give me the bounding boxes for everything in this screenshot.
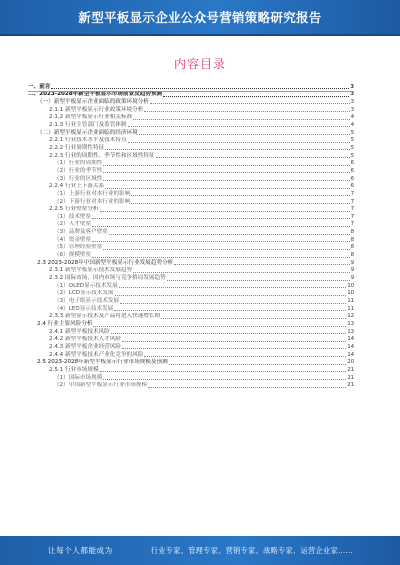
toc-entry-page: 3 xyxy=(350,91,354,98)
toc-entry-page: 5 xyxy=(350,144,354,151)
toc-entry-title: 二、2023-2028年新型平板显示市场前景及趋势预测 xyxy=(28,91,163,98)
toc-entry-title: （6）规模壁垒 xyxy=(54,252,92,259)
toc-entry-page: 5 xyxy=(350,137,354,144)
toc-entry[interactable] xyxy=(28,328,354,336)
toc-entry-page: 8 xyxy=(350,244,354,251)
toc-entry-page: 7 xyxy=(350,221,354,228)
toc-entry-title: （5）管理经验壁垒 xyxy=(54,244,103,251)
toc-entry-title: 2.1.1 新型平板显示行业政策环境分析 xyxy=(49,106,144,113)
toc-entry-page: 9 xyxy=(350,259,354,266)
toc-entry[interactable] xyxy=(28,121,354,129)
toc-entry[interactable] xyxy=(28,343,354,351)
toc-entry-title: 2.2.4 行业上下游关系 xyxy=(49,183,105,190)
toc-entry-title: 2.2.3 行业的周期性、季节性和区域性特征 xyxy=(49,152,155,159)
toc-leader-dots xyxy=(103,165,349,166)
toc-leader-dots xyxy=(144,356,346,357)
toc-leader-dots xyxy=(93,326,346,327)
toc-entry-page: 7 xyxy=(350,206,354,213)
toc-entry[interactable] xyxy=(28,137,354,145)
toc-entry-page: 14 xyxy=(347,343,354,350)
toc-entry-title: （1）技术壁垒 xyxy=(54,213,92,220)
toc-entry-title: 2.3.2 国际市场、国内市场与竞争格局发展趋势 xyxy=(49,275,166,282)
toc-entry[interactable] xyxy=(28,336,354,344)
toc-entry[interactable] xyxy=(28,290,354,298)
toc-entry-title: 2.3 2023-2028年中国新型平板显示行业发展趋势分析 xyxy=(37,259,174,266)
toc-entry-title: （1）行业的周期性 xyxy=(54,160,103,167)
toc-leader-dots xyxy=(103,180,349,181)
toc-entry-title: 2.1.3 行业主管部门及监管体制 xyxy=(49,121,127,128)
toc-entry-title: 一、前言 xyxy=(28,83,51,90)
toc-entry[interactable] xyxy=(28,251,354,259)
toc-entry-title: （4）资金壁垒 xyxy=(54,236,92,243)
toc-entry[interactable] xyxy=(28,114,354,122)
toc-entry[interactable] xyxy=(28,359,354,367)
toc-entry-title: 2.5 2023-2028年新型平板显示行业市场规模及预测 xyxy=(37,359,168,366)
report-footer xyxy=(0,536,400,565)
toc-leader-dots xyxy=(105,188,350,189)
toc-entry[interactable] xyxy=(28,374,354,382)
toc-entry-title: （3）品牌及客户壁垒 xyxy=(54,229,108,236)
toc-entry[interactable] xyxy=(28,382,354,390)
toc-entry-page: 9 xyxy=(350,267,354,274)
toc-entry[interactable] xyxy=(28,144,354,152)
toc-entry[interactable] xyxy=(28,313,354,321)
toc-entry-title: （2）LCD显示技术发展 xyxy=(54,290,114,297)
toc-entry-page: 5 xyxy=(350,129,354,136)
toc-entry[interactable] xyxy=(28,320,354,328)
toc-entry-page: 8 xyxy=(350,236,354,243)
toc-entry-title: 2.2.2 行业周期性特征 xyxy=(49,144,105,151)
toc-entry-page: 12 xyxy=(347,313,354,320)
toc-entry-title: 2.1.2 新型平板显示行业相关标准 xyxy=(49,114,133,121)
toc-entry-page: 14 xyxy=(347,351,354,358)
toc-entry-title: （3）行业的区域性 xyxy=(54,175,103,182)
toc-leader-dots xyxy=(169,364,347,365)
toc-leader-dots xyxy=(100,211,350,212)
toc-entry-title: 2.4.4 新型平板技术产业化竞争的风险 xyxy=(49,351,144,358)
toc-entry-page: 9 xyxy=(350,275,354,282)
toc-heading: 内容目录 xyxy=(173,57,226,71)
toc-leader-dots xyxy=(139,134,350,135)
toc-entry[interactable] xyxy=(28,190,354,198)
toc-entry-page: 7 xyxy=(350,213,354,220)
toc-entry[interactable] xyxy=(28,228,354,236)
toc-entry-title: 2.4.1 新型平板技术风险 xyxy=(49,328,110,335)
toc-entry-title: （一）新型平板显示企业面临的政策环境分析 xyxy=(37,98,149,105)
toc-entry[interactable] xyxy=(28,183,354,191)
toc-entry-title: 2.5.1 行业市场规模 xyxy=(49,366,99,373)
toc-leader-dots xyxy=(156,157,350,158)
footer-slogan: 让每个人都能成为 xyxy=(48,546,113,555)
toc-entry-title: （1）国际市场规模 xyxy=(54,374,103,381)
toc-leader-dots xyxy=(111,333,347,334)
toc-entry-page: 6 xyxy=(350,175,354,182)
toc-entry[interactable] xyxy=(28,198,354,206)
toc-entry-title: （2）人才壁垒 xyxy=(54,221,92,228)
toc-entry-page: 7 xyxy=(350,198,354,205)
toc-leader-dots xyxy=(114,310,346,311)
toc-entry-page: 4 xyxy=(350,114,354,121)
toc-entry-page: 6 xyxy=(350,167,354,174)
toc-leader-dots xyxy=(51,88,349,89)
toc-entry-page: 10 xyxy=(347,290,354,297)
toc-entry-page: 13 xyxy=(347,321,354,327)
toc-leader-dots xyxy=(131,195,349,196)
toc-entry-page: 4 xyxy=(350,121,354,128)
toc-entry[interactable] xyxy=(28,206,354,214)
toc-entry[interactable] xyxy=(28,91,354,99)
toc-entry-page: 3 xyxy=(350,98,354,105)
toc-entry-page: 21 xyxy=(347,374,354,381)
toc-leader-dots xyxy=(150,103,350,104)
toc-entry[interactable] xyxy=(28,175,354,183)
toc-leader-dots xyxy=(119,287,347,288)
toc-entry-title: 2.3.3 新型显示技术及产品将进入快速增长期 xyxy=(49,313,161,320)
toc-leader-dots xyxy=(133,119,350,120)
toc-entry[interactable] xyxy=(28,274,354,282)
toc-entry[interactable] xyxy=(28,259,354,267)
toc-leader-dots xyxy=(92,257,350,258)
toc-leader-dots xyxy=(92,241,350,242)
toc-entry-page: 21 xyxy=(347,382,354,389)
footer-tagline: 行业专家、管理专家、营销专家、战略专家、运营企业家…… xyxy=(150,545,353,555)
toc-leader-dots xyxy=(120,303,346,304)
toc-leader-dots xyxy=(131,203,349,204)
toc-entry-title: （二）新型平板显示企业面临的经济环境 xyxy=(37,129,138,136)
toc-leader-dots xyxy=(122,341,346,342)
toc-leader-dots xyxy=(105,149,350,150)
toc-entry-page: 6 xyxy=(350,160,354,167)
toc-entry-page: 8 xyxy=(350,252,354,259)
toc-leader-dots xyxy=(92,218,350,219)
toc-entry-page: 11 xyxy=(347,298,354,305)
toc-entry-title: （2）中国新型平板显示行业市场规模 xyxy=(54,382,148,389)
toc-entry-page: 13 xyxy=(347,328,354,335)
toc-entry[interactable] xyxy=(28,152,354,160)
toc-entry[interactable] xyxy=(28,221,354,229)
toc-entry-title: 2.4.3 新型平板企业经营风险 xyxy=(49,343,121,350)
toc-entry-page: 10 xyxy=(347,282,354,289)
toc-leader-dots xyxy=(92,226,350,227)
toc-entry-title: 2.2.5 行业壁垒分析 xyxy=(49,206,99,213)
toc-leader-dots xyxy=(167,280,350,281)
toc-leader-dots xyxy=(103,249,349,250)
toc-leader-dots xyxy=(163,96,349,97)
toc-entry-page: 11 xyxy=(347,305,354,312)
toc-entry-page: 14 xyxy=(347,336,354,343)
toc-entry[interactable] xyxy=(28,351,354,359)
toc-leader-dots xyxy=(161,318,346,319)
table-of-contents xyxy=(28,83,354,389)
toc-entry[interactable] xyxy=(28,83,354,91)
toc-leader-dots xyxy=(109,234,350,235)
toc-entry-page: 3 xyxy=(350,83,354,90)
toc-entry[interactable] xyxy=(28,160,354,168)
toc-entry-title: （1）OLED显示技术发展 xyxy=(54,282,118,289)
toc-leader-dots xyxy=(115,295,347,296)
toc-leader-dots xyxy=(144,111,349,112)
toc-entry[interactable] xyxy=(28,98,354,106)
toc-entry[interactable] xyxy=(28,129,354,137)
toc-leader-dots xyxy=(128,126,350,127)
toc-entry[interactable] xyxy=(28,282,354,290)
toc-entry-title: （3）电子纸显示技术发展 xyxy=(54,298,120,305)
toc-leader-dots xyxy=(174,264,349,265)
toc-entry-title: 2.2.1 行业技术水平及技术特点 xyxy=(49,137,127,144)
toc-entry-page: 3 xyxy=(350,106,354,113)
report-title: 新型平板显示企业公众号营销策略研究报告 xyxy=(78,10,322,25)
toc-entry-page: 6 xyxy=(350,183,354,190)
toc-entry-title: （1）上游行业对本行业的影响 xyxy=(54,190,131,197)
toc-entry-title: （2）下游行业对本行业的影响 xyxy=(54,198,131,205)
toc-entry[interactable] xyxy=(28,366,354,374)
toc-entry-page: 8 xyxy=(350,229,354,236)
toc-entry-title: 2.3.1 新型平板显示技术发展趋势 xyxy=(49,267,133,274)
toc-leader-dots xyxy=(100,371,347,372)
toc-entry-page: 21 xyxy=(347,366,354,373)
toc-entry-page: 7 xyxy=(350,190,354,197)
toc-entry[interactable] xyxy=(28,244,354,252)
toc-entry-page: 20 xyxy=(347,359,354,366)
toc-entry[interactable] xyxy=(28,305,354,313)
toc-entry-title: 2.4 行业主要风险分析 xyxy=(37,321,93,327)
toc-entry[interactable] xyxy=(28,267,354,275)
toc-entry[interactable] xyxy=(28,297,354,305)
toc-entry-page: 5 xyxy=(350,152,354,159)
toc-entry[interactable] xyxy=(28,236,354,244)
toc-entry-title: 2.4.2 新型平板技术人才风险 xyxy=(49,336,121,343)
toc-entry[interactable] xyxy=(28,167,354,175)
toc-leader-dots xyxy=(133,272,350,273)
toc-leader-dots xyxy=(148,387,346,388)
toc-leader-dots xyxy=(122,348,346,349)
toc-entry-title: （2）行业的季节性 xyxy=(54,167,103,174)
toc-entry-title: （4）LED显示技术发展 xyxy=(54,305,114,312)
toc-leader-dots xyxy=(128,142,350,143)
toc-entry[interactable] xyxy=(28,106,354,114)
toc-leader-dots xyxy=(103,379,346,380)
report-header xyxy=(0,0,400,36)
toc-entry[interactable] xyxy=(28,213,354,221)
toc-leader-dots xyxy=(103,172,349,173)
